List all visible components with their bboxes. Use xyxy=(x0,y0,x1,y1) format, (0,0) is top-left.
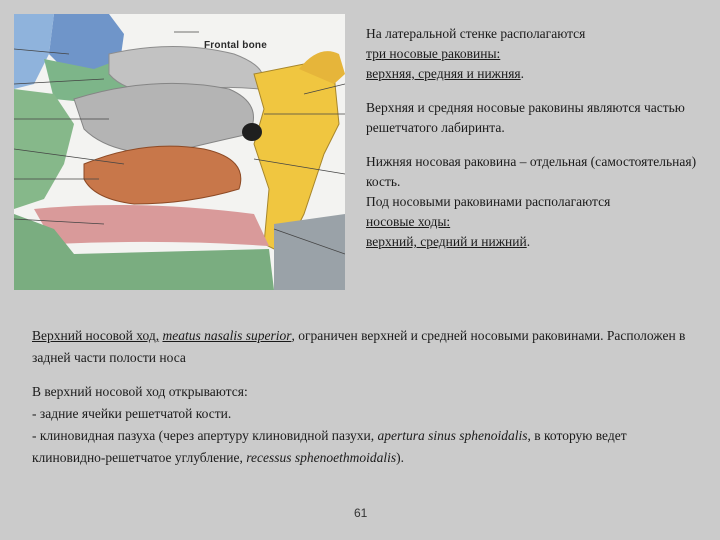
superior-meatus-paragraph xyxy=(32,325,692,369)
right-text-block xyxy=(366,24,706,252)
meatus-intro-text: Под носовыми раковинами располагаются xyxy=(366,194,611,209)
frontal-bone-label: Frontal bone xyxy=(204,40,267,51)
sphenoid-aperture-latin: apertura sinus sphenoidalis xyxy=(377,428,528,443)
superior-meatus-description: , ограничен верхней и средней носовыми раковинами. Расположен в задней части полости носа xyxy=(32,328,686,365)
conchae-list-underlined: верхняя, средняя и нижняя xyxy=(366,66,521,81)
sphenoethmoidal-recess-latin: recessus sphenoethmoidalis xyxy=(246,450,397,465)
openings-heading: В верхний носовой ход открываются: xyxy=(32,384,248,399)
meatus-list-underlined: верхний, средний и нижний xyxy=(366,234,527,249)
superior-meatus-term: Верхний носовой ход, xyxy=(32,328,160,343)
sphenoid-text-a: - клиновидная пазуха (через апертуру клиновидной пазухи, xyxy=(32,428,378,443)
nasal-meatuses-underlined: носовые ходы: xyxy=(366,214,451,229)
intro-line: На латеральной стенке располагаются xyxy=(366,26,586,41)
sphenoid-text-c: ). xyxy=(396,450,404,465)
openings-item-sphenoid xyxy=(32,428,627,465)
inferior-concha-paragraph xyxy=(366,152,706,252)
period: . xyxy=(526,234,531,249)
period: . xyxy=(520,66,525,81)
ethmoid-paragraph: Верхняя и средняя носовые раковины являются частью решетчатого лабиринта. xyxy=(366,100,685,135)
bottom-text-block xyxy=(32,325,692,481)
sphenoid-text-b: , в которую ведет клиновидно-решетчатое углубление, xyxy=(32,428,627,465)
three-conchae-underlined: три носовые раковины: xyxy=(366,46,501,61)
conchae-intro-paragraph xyxy=(366,24,706,84)
lateral-nasal-wall-drawing xyxy=(14,14,345,290)
superior-meatus-latin: meatus nasalis superior xyxy=(162,328,292,343)
openings-item-ethmoid: - задние ячейки решетчатой кости. xyxy=(32,406,232,421)
inferior-concha-text: Нижняя носовая раковина – отдельная (самостоятельная) кость. xyxy=(366,154,697,189)
openings-paragraph xyxy=(32,381,692,469)
page-number: 61 xyxy=(354,506,368,520)
nasal-cavity-illustration xyxy=(14,14,345,290)
